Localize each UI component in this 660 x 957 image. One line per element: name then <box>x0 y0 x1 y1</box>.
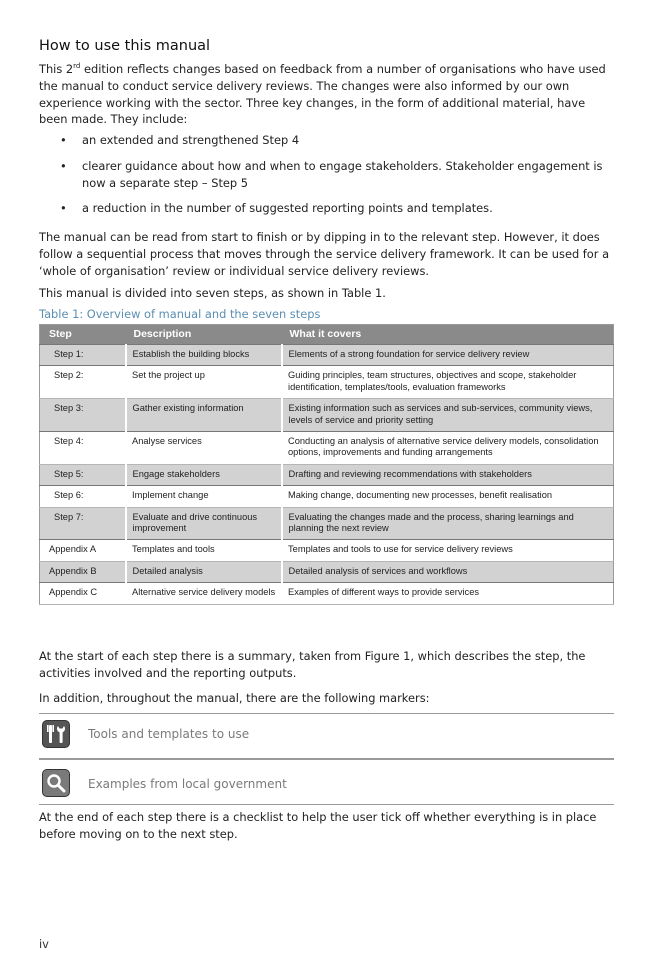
description-cell: Gather existing information <box>126 399 282 432</box>
covers-cell: Templates and tools to use for service delivery reviews <box>282 540 614 561</box>
covers-cell: Guiding principles, team structures, objectives and scope, stakeholder identification, templates/tools, evaluation frameworks <box>282 366 614 399</box>
steps-intro-paragraph: This manual is divided into seven steps, as shown in Table 1. <box>39 286 386 300</box>
description-cell: Set the project up <box>126 366 282 399</box>
table-row <box>40 432 614 465</box>
bullet-icon: • <box>60 201 67 216</box>
step-cell: Appendix B <box>40 561 126 582</box>
table-row <box>40 507 614 540</box>
list-item-text: a reduction in the number of suggested reporting points and templates. <box>82 201 493 216</box>
marker-examples <box>39 758 614 805</box>
table-row <box>40 464 614 485</box>
step-cell: Step 6: <box>40 486 126 507</box>
covers-cell: Making change, documenting new processes, benefit realisation <box>282 486 614 507</box>
covers-cell: Existing information such as services and sub-services, community views, levels of service and priority setting <box>282 399 614 432</box>
intro-text-rest: edition reflects changes based on feedback from a number of organisations who have used the manual to conduct service delivery reviews. The changes were also informed by our own experience working with the sector. Three key changes, in the form of additional material, have been made. They include: <box>39 62 606 127</box>
magnifier-icon <box>42 769 70 797</box>
description-cell: Engage stakeholders <box>126 464 282 485</box>
column-header-description: Description <box>126 325 282 345</box>
step-cell: Step 5: <box>40 464 126 485</box>
table-row <box>40 561 614 582</box>
covers-cell: Examples of different ways to provide services <box>282 583 614 604</box>
tools-icon <box>42 720 70 748</box>
step-cell: Step 3: <box>40 399 126 432</box>
description-cell: Templates and tools <box>126 540 282 561</box>
steps-overview-table <box>39 324 614 605</box>
column-header-step: Step <box>40 325 126 345</box>
list-item-text: an extended and strengthened Step 4 <box>82 133 300 147</box>
table-caption: Table 1: Overview of manual and the seven steps <box>39 307 321 321</box>
table-row <box>40 486 614 507</box>
description-cell: Detailed analysis <box>126 561 282 582</box>
markers-intro-paragraph: In addition, throughout the manual, there are the following markers: <box>39 691 430 705</box>
covers-cell: Elements of a strong foundation for service delivery review <box>282 345 614 366</box>
description-cell: Implement change <box>126 486 282 507</box>
step-cell: Step 4: <box>40 432 126 465</box>
description-cell: Alternative service delivery models <box>126 583 282 604</box>
list-item <box>39 132 614 149</box>
bullet-icon: • <box>60 133 67 147</box>
step-cell: Step 1: <box>40 345 126 366</box>
table-row <box>40 399 614 432</box>
intro-text-start: This 2 <box>39 62 74 76</box>
description-cell: Evaluate and drive continuous improvement <box>126 507 282 540</box>
table-row <box>40 366 614 399</box>
step-cell: Appendix C <box>40 583 126 604</box>
summary-paragraph: At the start of each step there is a summary, taken from Figure 1, which describes the step, the activities involved and the reporting outputs. <box>39 649 586 680</box>
list-item-text: clearer guidance about how and when to engage stakeholders. Stakeholder engagement is now a separate step – Step 5 <box>82 158 603 190</box>
marker-label: Examples from local government <box>88 777 287 791</box>
bullet-icon: • <box>60 158 67 173</box>
step-cell: Appendix A <box>40 540 126 561</box>
list-item <box>39 158 614 192</box>
table-row <box>40 540 614 561</box>
covers-cell: Detailed analysis of services and workflows <box>282 561 614 582</box>
intro-paragraph <box>39 61 614 128</box>
description-cell: Establish the building blocks <box>126 345 282 366</box>
step-cell: Step 7: <box>40 507 126 540</box>
usage-paragraph: The manual can be read from start to finish or by dipping in to the relevant step. However, it does follow a sequential process that moves through the service delivery framework. It can be used for a ‘whole of organisation’ review or individual service delivery reviews. <box>39 230 610 278</box>
covers-cell: Drafting and reviewing recommendations with stakeholders <box>282 464 614 485</box>
covers-cell: Conducting an analysis of alternative service delivery models, consolidation options, improvements and funding arrangements <box>282 432 614 465</box>
list-item <box>39 200 614 217</box>
covers-cell: Evaluating the changes made and the process, sharing learnings and planning the next review <box>282 507 614 540</box>
table-header-row <box>40 325 614 345</box>
ordinal-superscript: rd <box>73 62 81 71</box>
table-row <box>40 345 614 366</box>
table-row <box>40 583 614 604</box>
section-heading: How to use this manual <box>39 38 211 54</box>
page-number: iv <box>39 937 49 951</box>
marker-tools <box>39 713 614 755</box>
changes-list <box>39 132 614 217</box>
checklist-paragraph: At the end of each step there is a checklist to help the user tick off whether everything is in place before moving on to the next step. <box>39 810 597 841</box>
marker-label: Tools and templates to use <box>88 727 250 741</box>
description-cell: Analyse services <box>126 432 282 465</box>
column-header-covers: What it covers <box>282 325 614 345</box>
step-cell: Step 2: <box>40 366 126 399</box>
